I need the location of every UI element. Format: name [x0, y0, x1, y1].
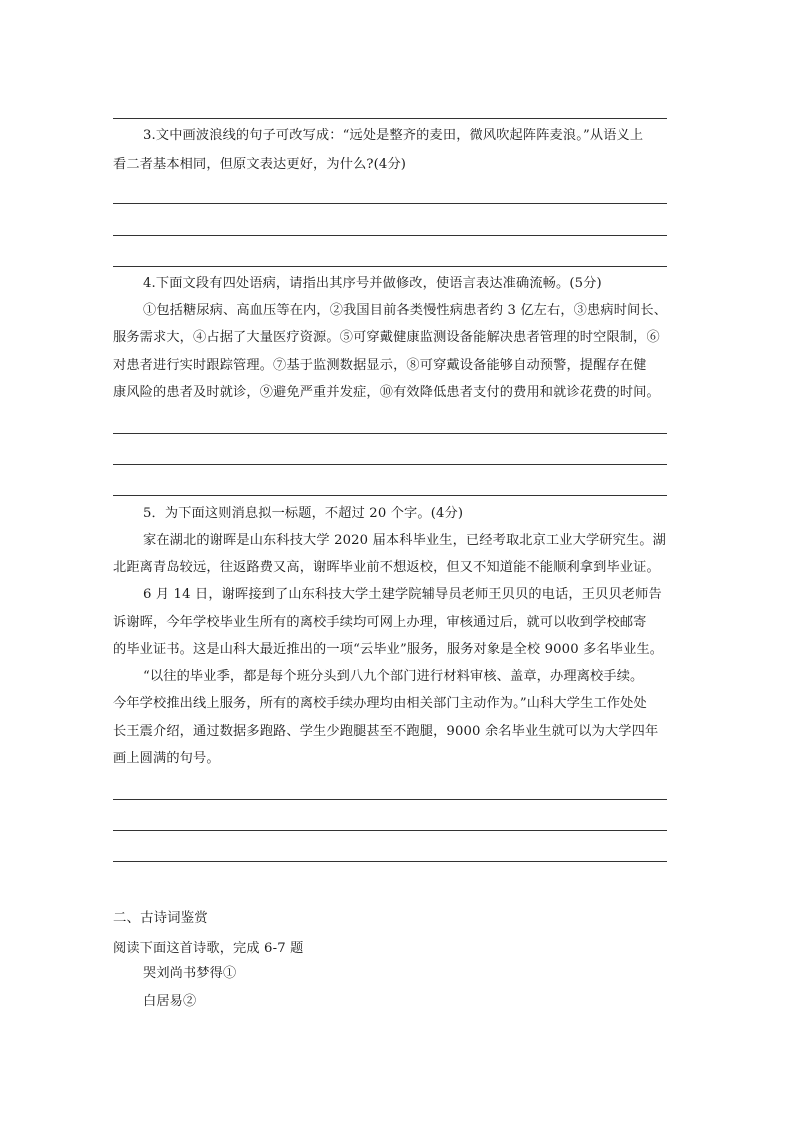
q3-line-2: 看二者基本相同，但原文表达更好，为什么?(4分) [113, 157, 407, 172]
answer-line [113, 203, 667, 204]
q4-line-2: 服务需求大，④占据了大量医疗资源。⑤可穿戴健康监测设备能解决患者管理的时空限制，⑥ [113, 330, 660, 345]
q5-line-3: 6 月 14 日，谢晖接到了山东科技大学土建学院辅导员老师王贝贝的电话，王贝贝老师告 [143, 587, 662, 602]
q4-prompt: 4.下面文段有四处语病，请指出其序号并做修改，使语言表达准确流畅。(5分) [143, 276, 602, 291]
q4-line-1: ①包括糖尿病、高血压等在内，②我国目前各类慢性病患者约 3 亿左右，③患病时间长、 [143, 303, 668, 318]
answer-line [113, 235, 667, 236]
answer-line [113, 495, 667, 496]
answer-line [113, 830, 667, 831]
q5-prompt: 5．为下面这则消息拟一标题，不超过 20 个字。(4分) [143, 506, 464, 521]
poem-author: 白居易② [143, 994, 197, 1009]
q4-line-3: 对患者进行实时跟踪管理。⑦基于监测数据显示，⑧可穿戴设备能够自动预警，提醒存在健 [113, 358, 647, 373]
q4-line-4: 康风险的患者及时就诊，⑨避免严重并发症，⑩有效降低患者支付的费用和就诊花费的时间。 [113, 385, 660, 400]
q3-line-1: 3.文中画波浪线的句子可改写成：“远处是整齐的麦田，微风吹起阵阵麦浪。”从语义上 [143, 128, 644, 143]
answer-line [113, 266, 667, 267]
q5-line-4: 诉谢晖，今年学校毕业生所有的离校手续均可网上办理，审核通过后，就可以收到学校邮寄 [113, 615, 647, 630]
q5-line-9: 画上圆满的句号。 [113, 751, 220, 766]
answer-line [113, 799, 667, 800]
q5-line-5: 的毕业证书。这是山科大最近推出的一项“云毕业”服务，服务对象是全校 9000 多名毕业生。 [113, 642, 664, 657]
section-instruction: 阅读下面这首诗歌，完成 6-7 题 [113, 941, 304, 956]
q5-line-2: 北距离青岛较远，往返路费又高，谢晖毕业前不想返校，但又不知道能不能顺利拿到毕业证。 [113, 560, 660, 575]
answer-line [113, 433, 667, 434]
poem-title: 哭刘尚书梦得① [143, 966, 237, 981]
q5-line-7: 今年学校推出线上服务，所有的离校手续办理均由相关部门主动作为。”山科大学生工作处处 [113, 696, 647, 711]
answer-line [113, 464, 667, 465]
answer-line [113, 861, 667, 862]
q5-line-6: “以往的毕业季，都是每个班分头到八九个部门进行材料审核、盖章，办理离校手续。 [143, 669, 644, 684]
answer-line [113, 118, 667, 119]
section-title: 二、古诗词鉴赏 [113, 911, 208, 926]
q5-line-1: 家在湖北的谢晖是山东科技大学 2020 届本科毕业生，已经考取北京工业大学研究生。湖 [143, 533, 666, 548]
q5-line-8: 长王震介绍，通过数据多跑路、学生少跑腿甚至不跑腿，9000 余名毕业生就可以为大学四年 [113, 724, 659, 739]
